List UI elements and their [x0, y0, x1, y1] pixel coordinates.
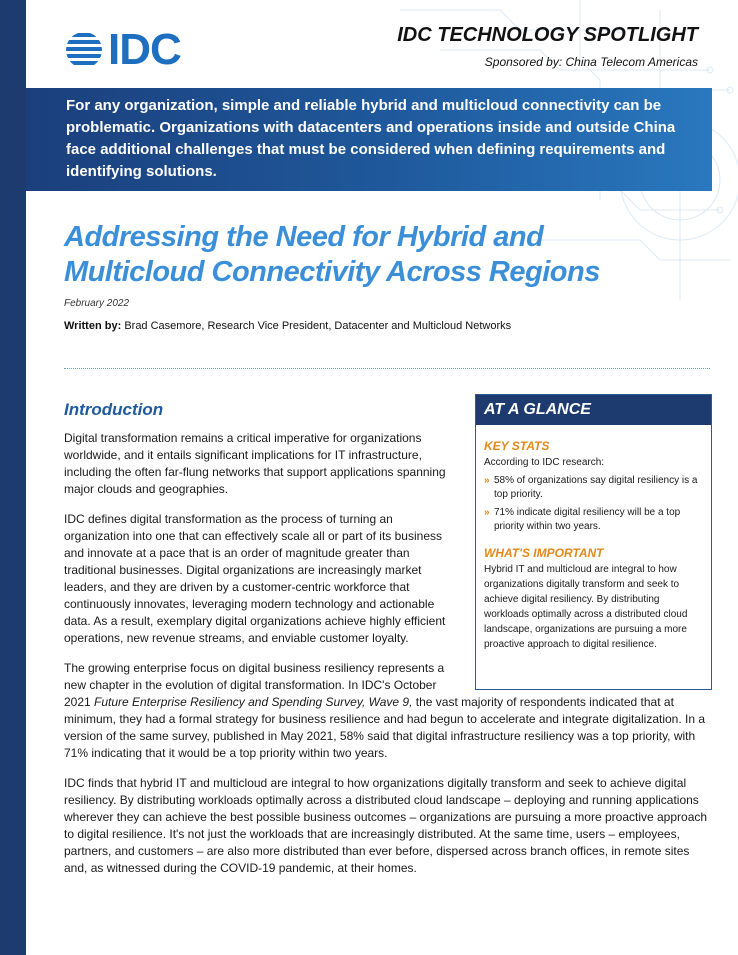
paragraph-3-line-2: new chapter in the evolution of digital transformation. In IDC's October	[64, 678, 437, 692]
at-a-glance-heading: AT A GLANCE	[476, 395, 711, 425]
whats-important-heading: WHAT'S IMPORTANT	[484, 546, 604, 560]
author-line	[64, 320, 511, 332]
globe-icon	[64, 30, 104, 70]
spotlight-label: IDC TECHNOLOGY SPOTLIGHT	[397, 24, 698, 46]
at-a-glance-box	[475, 394, 712, 690]
paragraph-3-body: the vast majority of respondents indicated that at minimum, they had a formal strategy for business resilience and had begun to accelerate and integrate digitalization. In a version of the same survey, published in May 2021, 58% said that digital infrastructure resiliency was a top priority, with 71% indicating that it would be a top priority within two years.	[64, 695, 706, 760]
divider	[64, 368, 710, 369]
whats-important-text: Hybrid IT and multicloud are integral to how organizations digitally transform and seek to achieve digital resiliency. By distributing workloads optimally across a distributed cloud landscape, organizations are pursuing a more proactive approach to digital resilience.	[484, 564, 688, 650]
key-stats-heading: KEY STATS	[484, 439, 550, 453]
stat-text: 71% indicate digital resiliency will be a top priority within two years.	[494, 507, 681, 532]
author-label: Written by:	[64, 320, 122, 332]
intro-paragraph-3-start	[64, 660, 459, 694]
intro-paragraph-1: Digital transformation remains a critical imperative for organizations worldwide, and it entails significant implications for IT infrastructure, including the often far-flung networks that support applications spanning major clouds and geographies.	[64, 431, 446, 496]
idc-logo	[64, 25, 181, 74]
paragraph-3-line-1: The growing enterprise focus on digital business resiliency represents a	[64, 661, 445, 675]
intro-paragraph-2: IDC defines digital transformation as the process of turning an organization into one that can effectively scale all or part of its business and innovate at a pace that is an order of magnitude greater than traditional businesses. Digital organizations are increasingly market leaders, and they are driven by a customer-centric workforce that continuously innovates, leveraging modern technology and actionable data. As a result, exemplary digital organizations achieve highly efficient operations, new revenue streams, and enviable customer loyalty.	[64, 512, 446, 645]
intro-paragraph-3-continued	[64, 694, 710, 762]
stat-text: 58% of organizations say digital resiliency is a top priority.	[494, 475, 698, 500]
bullet-chevron-icon: »	[484, 507, 490, 518]
bullet-chevron-icon: »	[484, 475, 490, 486]
logo-wordmark: IDC	[108, 25, 181, 74]
publication-date: February 2022	[64, 298, 130, 309]
intro-paragraph-4: IDC finds that hybrid IT and multicloud are integral to how organizations digitally transform and seek to achieve digital resiliency. By distributing workloads optimally across a distributed cloud landscape – deploying and running applications wherever they can achieve the best possible business outcomes – organizations are pursuing a more proactive approach to digital resilience. It's not just the workloads that are increasingly distributed. At the same time, users – employees, partners, and customers – are also more distributed than ever before, dispersed across branch offices, in remote sites and, as witnessed during the COVID-19 pandemic, at their homes.	[64, 776, 708, 875]
key-stats-intro: According to IDC research:	[484, 457, 605, 468]
paragraph-3-year: 2021	[64, 695, 95, 709]
title-line-2: Multicloud Connectivity Across Regions	[64, 256, 600, 288]
title-line-1: Addressing the Need for Hybrid and	[64, 221, 544, 253]
author-name: Brad Casemore, Research Vice President, Datacenter and Multicloud Networks	[124, 320, 512, 332]
left-accent-bar	[0, 0, 26, 955]
list-item	[484, 506, 703, 534]
sponsor-line: Sponsored by: China Telecom Americas	[484, 55, 698, 69]
section-heading-introduction: Introduction	[64, 400, 164, 419]
banner-text: For any organization, simple and reliable hybrid and multicloud connectivity can be problematic. Organizations with datacenters and operations inside and outside China face additional challenges that must be considered when defining requirements and identifying solutions.	[66, 97, 676, 180]
document-title	[64, 220, 684, 290]
list-item	[484, 474, 703, 502]
survey-title: Future Enterprise Resiliency and Spending Survey, Wave 9,	[94, 695, 413, 709]
summary-banner	[26, 88, 712, 191]
